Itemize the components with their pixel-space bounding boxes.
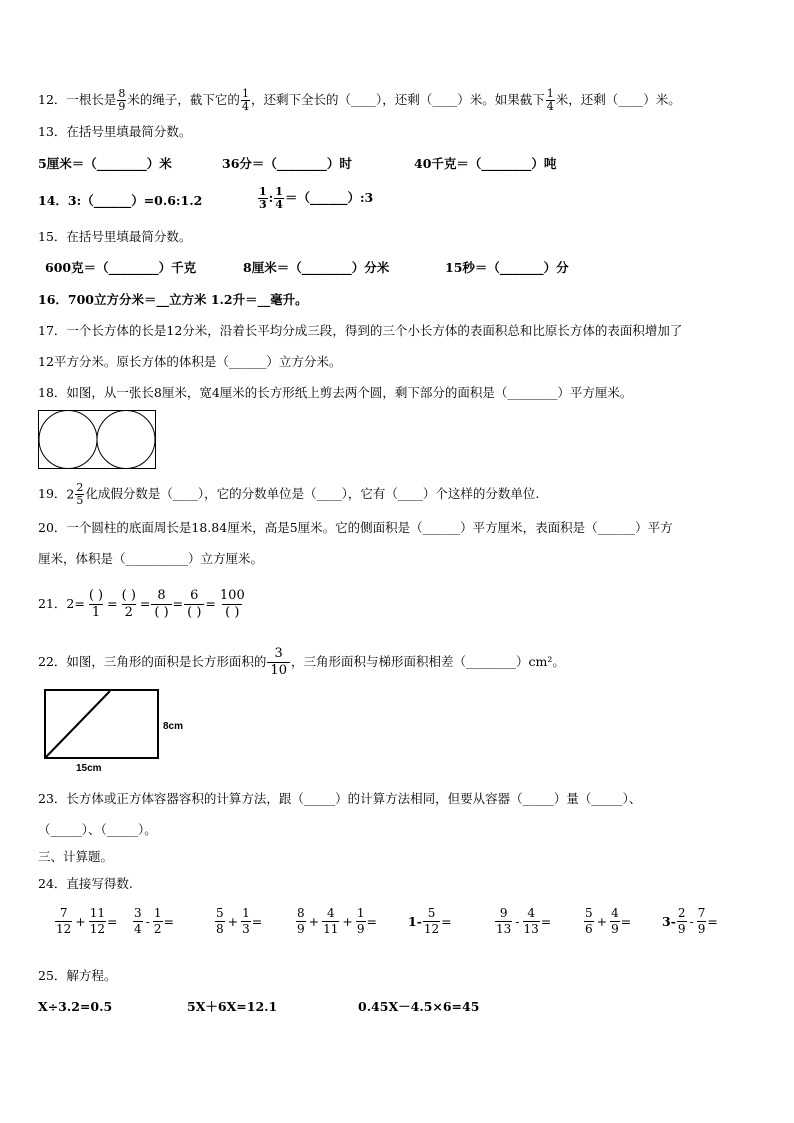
mixed-integer: 2: [66, 486, 75, 502]
numerator: 4: [527, 906, 535, 920]
numerator: 5: [427, 906, 436, 920]
equals: =: [540, 914, 552, 929]
numerator: 5: [585, 906, 593, 920]
question-number: 21．: [38, 596, 67, 611]
diagonal-line: [46, 691, 110, 757]
numerator: 5: [216, 906, 224, 920]
denominator: 4: [241, 100, 249, 113]
denominator: 9: [118, 100, 126, 113]
equals: =: [205, 596, 216, 611]
equation-3: 0.45X－4.5×6=45: [358, 999, 480, 1014]
question-15-item-a: 600克＝（________）千克: [45, 260, 197, 275]
question-number: 19．: [38, 486, 67, 501]
operator: -: [145, 914, 150, 929]
question-16: 16．700立方分米＝__立方米 1.2升＝__毫升。: [38, 292, 308, 307]
denominator: 4: [546, 100, 554, 113]
denominator: 3: [242, 922, 250, 936]
circle-right: [97, 411, 155, 469]
expression-4: [295, 906, 377, 937]
equation-2: 5X＋6X=12.1: [187, 999, 278, 1014]
question-15-item-c: 15秒＝（_______）分: [445, 260, 569, 275]
equals: =: [251, 914, 263, 929]
circle-left: [39, 411, 97, 469]
question-22: [38, 646, 565, 679]
fraction: [119, 588, 139, 621]
equals: =: [163, 914, 174, 929]
text: 化成假分数是（____），它的分数单位是（____），它有（____）个这样的分数单位.: [85, 486, 540, 501]
question-24-title: 24．直接写得数.: [38, 876, 133, 891]
denominator: 10: [267, 662, 290, 679]
numerator: 1: [546, 87, 554, 100]
question-23-line-1: 23．长方体或正方体容器容积的计算方法，跟（_____）的计算方法相同，但要从容器（_____）量（_____）、: [38, 791, 642, 806]
text: 3-: [662, 914, 676, 929]
fraction: [86, 588, 106, 621]
text: 一根长是: [66, 92, 117, 107]
question-21: [38, 588, 249, 621]
denominator: 5: [76, 494, 84, 507]
question-17-line-2: 12平方分米。原长方体的体积是（______）立方分米。: [38, 354, 342, 369]
question-13-item-a: 5厘米＝（________）米: [38, 156, 172, 171]
text: ，三角形面积与梯形面积相差（________）cm²。: [290, 654, 565, 669]
text: 1-: [408, 914, 422, 929]
denominator: 9: [356, 922, 365, 936]
question-15-item-b: 8厘米＝（________）分米: [243, 260, 390, 275]
width-label: 15cm: [76, 763, 102, 774]
fraction: [423, 906, 440, 937]
fraction: [133, 906, 143, 937]
expression-1: [54, 906, 118, 937]
text: 米，还剩（____）米。: [555, 92, 681, 107]
equals: =: [366, 914, 378, 929]
colon: :: [268, 190, 274, 205]
numerator: 100: [219, 588, 245, 603]
denominator-blank: ( ): [222, 604, 242, 621]
fraction: [584, 906, 594, 937]
denominator: 9: [697, 922, 706, 936]
equation-1: X÷3.2=0.5: [38, 999, 113, 1014]
numerator: 1: [241, 87, 249, 100]
denominator: 12: [89, 922, 106, 936]
equals: =: [441, 914, 452, 929]
text: 22．如图，三角形的面积是长方形面积的: [38, 654, 267, 669]
fraction: [697, 906, 707, 937]
equals: =: [107, 596, 118, 611]
fraction: [610, 906, 620, 937]
fraction: [258, 186, 268, 211]
equals: =: [172, 596, 184, 611]
denominator: 6: [585, 922, 593, 936]
question-17-line-1: 17．一个长方体的长是12分米，沿着长平均分成三段，得到的三个小长方体的表面积总和比原长方体的表面积增加了: [38, 323, 683, 338]
numerator: 8: [118, 87, 126, 100]
denominator: 9: [677, 922, 686, 936]
numerator: 7: [59, 906, 68, 920]
numerator: 3: [274, 646, 283, 661]
fraction: [241, 906, 251, 937]
denominator-blank: ( ): [151, 604, 171, 621]
operator: +: [308, 914, 320, 929]
denominator: 4: [275, 198, 283, 211]
numerator: 7: [697, 906, 706, 920]
numerator: 6: [190, 588, 199, 603]
question-13-item-c: 40千克＝（________）吨: [414, 156, 557, 171]
section-3-heading: 三、计算题。: [38, 849, 114, 864]
fraction: [322, 906, 339, 937]
expression-8: [662, 906, 718, 937]
denominator: 8: [216, 922, 224, 936]
fraction: [151, 588, 171, 621]
numerator: 8: [157, 588, 166, 603]
numerator: 11: [89, 906, 106, 920]
fraction: [546, 88, 555, 113]
fraction: [217, 588, 248, 621]
fraction: [356, 906, 366, 937]
fraction: [117, 88, 126, 113]
fraction: [523, 906, 540, 937]
denominator: 12: [423, 922, 440, 936]
denominator: 13: [496, 922, 512, 936]
expression-2: [132, 906, 174, 937]
operator: +: [596, 914, 608, 929]
question-19: [38, 482, 539, 507]
text: 米的绳子，截下它的: [127, 92, 240, 107]
expression-6: [494, 906, 551, 937]
question-14-part-a: 14．3:（______）=0.6:1.2: [38, 193, 203, 208]
question-number: 12．: [38, 92, 67, 107]
text: 2=: [66, 596, 85, 611]
denominator: 2: [122, 604, 136, 621]
fraction: [296, 906, 306, 937]
fraction: [153, 906, 163, 937]
operator: +: [75, 914, 86, 929]
denominator: 9: [297, 922, 305, 936]
numerator: 2: [76, 481, 84, 494]
numerator: 9: [499, 906, 508, 920]
denominator: 13: [523, 922, 539, 936]
numerator: 4: [326, 906, 335, 920]
fraction: [274, 186, 284, 211]
fraction: [677, 906, 687, 937]
question-23-line-2: （_____）、（_____）。: [38, 822, 157, 837]
question-14-part-b: [257, 186, 373, 211]
numerator: 1: [242, 906, 250, 920]
height-label: 8cm: [163, 721, 184, 732]
numerator-blank: ( ): [88, 588, 104, 603]
rectangle-triangle-figure: [44, 689, 160, 761]
numerator: 3: [134, 906, 142, 920]
fraction: [241, 88, 250, 113]
equals: =: [107, 914, 118, 929]
operator: -: [689, 914, 694, 929]
fraction: [184, 588, 204, 621]
denominator: 1: [89, 604, 103, 621]
operator: +: [227, 914, 239, 929]
denominator-blank: ( ): [184, 604, 204, 621]
fraction: [75, 482, 84, 507]
denominator: 3: [259, 198, 267, 211]
expression-5: [408, 906, 452, 937]
two-circles-figure: [38, 410, 158, 470]
fraction: [215, 906, 225, 937]
question-20-line-2: 厘米，体积是（__________）立方厘米。: [38, 551, 264, 566]
equals: =: [139, 596, 151, 611]
question-15-title: 15．在括号里填最简分数。: [38, 229, 192, 244]
question-13-title: 13．在括号里填最简分数。: [38, 124, 192, 139]
numerator: 1: [275, 185, 283, 198]
operator: +: [342, 914, 353, 929]
fraction: [495, 906, 512, 937]
fraction: [89, 906, 106, 937]
expression-7: [583, 906, 631, 937]
equals: =: [707, 914, 718, 929]
denominator: 4: [134, 922, 142, 936]
question-12: [38, 88, 681, 113]
numerator: 8: [297, 906, 305, 920]
denominator: 12: [56, 922, 72, 936]
denominator: 11: [323, 922, 339, 936]
equals: =: [620, 914, 632, 929]
denominator: 2: [153, 922, 162, 936]
numerator: 1: [259, 185, 267, 198]
numerator: 1: [153, 906, 162, 920]
question-25-title: 25．解方程。: [38, 968, 117, 983]
numerator: 1: [356, 906, 365, 920]
fraction: [55, 906, 72, 937]
question-13-item-b: 36分＝（________）时: [222, 156, 352, 171]
numerator-blank: ( ): [121, 588, 136, 603]
operator: -: [515, 914, 520, 929]
fraction: [267, 646, 290, 679]
numerator: 4: [611, 906, 619, 920]
question-20-line-1: 20．一个圆柱的底面周长是18.84厘米，高是5厘米。它的侧面积是（______）平方厘米，表面积是（______）平方: [38, 520, 673, 535]
denominator: 9: [611, 922, 619, 936]
numerator: 2: [677, 906, 686, 920]
expression-3: [214, 906, 262, 937]
text: ＝（______）:3: [284, 190, 374, 205]
text: ，还剩下全长的（____），还剩（____）米。如果截下: [250, 92, 545, 107]
question-18: 18．如图，从一张长8厘米，宽4厘米的长方形纸上剪去两个圆，剩下部分的面积是（________）平方厘米。: [38, 385, 633, 400]
